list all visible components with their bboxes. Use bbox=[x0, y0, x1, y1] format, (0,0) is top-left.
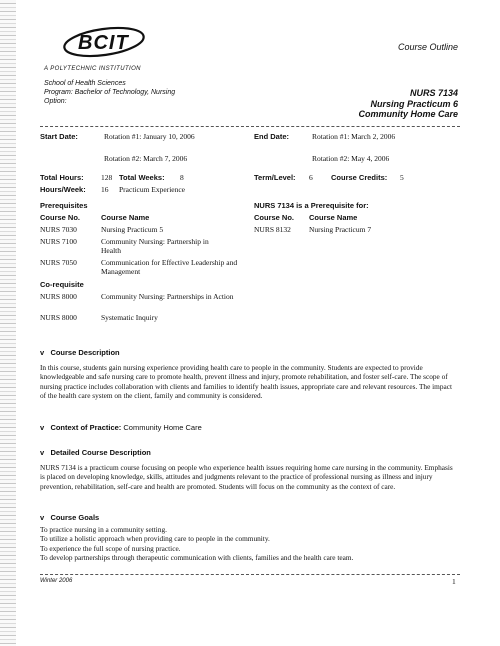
course-goal-item: To practice nursing in a community setting. bbox=[40, 525, 167, 534]
context-title: Context of Practice: bbox=[50, 423, 122, 432]
course-goals-title: Course Goals bbox=[50, 513, 100, 522]
corequisite-title: Co-requisite bbox=[40, 280, 84, 289]
prereq-for-row-name: Nursing Practicum 7 bbox=[309, 225, 372, 234]
bullet-icon: v bbox=[40, 423, 45, 432]
detailed-description-text: NURS 7134 is a practicum course focusing on people who experience health issues requiring home care nursing in the community. Emphasis is placed on developing knowledge, skills, attitudes and judgments relevant to the practice of professional nursing as illness and injury prevention, rehabilitation, self-care and health are promoted. Students will focus on the community as the context of care. bbox=[40, 463, 453, 491]
prereq-row-name: Communication for Effective Leadership and Management bbox=[101, 258, 238, 276]
coreq-row-no: NURS 8000 bbox=[40, 313, 77, 322]
page-number: 1 bbox=[452, 577, 456, 586]
prereq-row-no: NURS 7100 bbox=[40, 237, 77, 246]
footer-term: Winter 2006 bbox=[40, 578, 73, 584]
detailed-description-title: Detailed Course Description bbox=[50, 448, 151, 457]
start-rotation-1: Rotation #1: January 10, 2006 bbox=[104, 132, 195, 141]
prereq-for-row-no: NURS 8132 bbox=[254, 225, 291, 234]
end-date-label: End Date: bbox=[254, 132, 290, 141]
course-description-title: Course Description bbox=[50, 348, 120, 357]
prereq-row-name: Community Nursing: Partnership in Health bbox=[101, 237, 209, 255]
prereq-for-col-course-no: Course No. bbox=[254, 213, 295, 222]
course-name: Nursing Practicum 6 bbox=[370, 98, 458, 109]
header-left-block bbox=[44, 79, 175, 106]
hours-week-type: Practicum Experience bbox=[119, 185, 186, 194]
end-rotation-2: Rotation #2: May 4, 2006 bbox=[312, 154, 390, 163]
program-name: Program: Bachelor of Technology, Nursing bbox=[44, 89, 176, 96]
start-rotation-2: Rotation #2: March 7, 2006 bbox=[104, 154, 188, 163]
end-rotation-1: Rotation #1: March 2, 2006 bbox=[312, 132, 396, 141]
document-type: Course Outline bbox=[397, 42, 458, 52]
hours-week-value: 16 bbox=[101, 185, 109, 194]
detailed-description-heading bbox=[40, 448, 151, 457]
bcit-logo bbox=[58, 22, 148, 64]
prereq-for-title: NURS 7134 is a Prerequisite for: bbox=[254, 201, 369, 210]
hours-week-label: Hours/Week: bbox=[40, 185, 86, 194]
course-description-heading bbox=[40, 348, 120, 357]
prereq-for-col-course-name: Course Name bbox=[309, 213, 358, 222]
bullet-icon: v bbox=[40, 448, 45, 457]
header-divider bbox=[40, 126, 460, 127]
coreq-row-name: Community Nursing: Partnerships in Action bbox=[101, 292, 234, 301]
scan-edge-artifact bbox=[0, 0, 16, 646]
total-weeks-value: 8 bbox=[180, 173, 184, 182]
total-hours-label: Total Hours: bbox=[40, 173, 84, 182]
prereq-row-no: NURS 7030 bbox=[40, 225, 77, 234]
course-goals-heading bbox=[40, 513, 99, 522]
logo-wordmark: BCIT bbox=[78, 32, 129, 54]
course-description-text: In this course, students gain nursing experience providing health care to people in the community. Students are expected to provide knowledgeable and safe nursing care to promote health, prevent illness and injury, promote rehabilitation, and foster self-care. The scope of nursing practice includes collaboration with clients and families to identify health issues, appropriate care and relevant resources. The impact of the health care system on the client, family and community is considered. bbox=[40, 363, 452, 401]
course-goal-item: To utilize a holistic approach when providing care to people in the community. bbox=[40, 534, 270, 544]
course-goal-item: To develop partnerships through therapeutic communication with clients, families and the health care team. bbox=[40, 553, 354, 563]
course-goals-list bbox=[40, 525, 458, 563]
context-heading bbox=[40, 423, 202, 432]
course-code: NURS 7134 bbox=[409, 88, 458, 98]
prereq-row-no: NURS 7050 bbox=[40, 258, 77, 267]
prereq-row-name: Nursing Practicum 5 bbox=[101, 225, 164, 234]
context-value: Community Home Care bbox=[123, 423, 202, 432]
prereq-col-course-name: Course Name bbox=[101, 213, 150, 222]
course-credits-value: 5 bbox=[400, 173, 404, 182]
institution-tagline: A POLYTECHNIC INSTITUTION bbox=[44, 66, 141, 72]
total-hours-value: 128 bbox=[101, 173, 113, 182]
footer-divider bbox=[40, 574, 460, 575]
term-level-label: Term/Level: bbox=[254, 173, 296, 182]
total-weeks-label: Total Weeks: bbox=[119, 173, 165, 182]
course-focus: Community Home Care bbox=[358, 109, 458, 119]
prereq-col-course-no: Course No. bbox=[40, 213, 81, 222]
coreq-row-name: Systematic Inquiry bbox=[101, 313, 158, 322]
start-date-label: Start Date: bbox=[40, 132, 78, 141]
school-name: School of Health Sciences bbox=[44, 80, 126, 87]
course-goal-item: To experience the full scope of nursing practice. bbox=[40, 543, 181, 553]
course-id-block bbox=[358, 88, 458, 120]
term-level-value: 6 bbox=[309, 173, 313, 182]
coreq-row-no: NURS 8000 bbox=[40, 292, 77, 301]
course-credits-label: Course Credits: bbox=[331, 173, 388, 182]
prerequisites-title: Prerequisites bbox=[40, 201, 88, 210]
bullet-icon: v bbox=[40, 513, 45, 522]
option-label: Option: bbox=[44, 98, 67, 105]
bullet-icon: v bbox=[40, 348, 45, 357]
